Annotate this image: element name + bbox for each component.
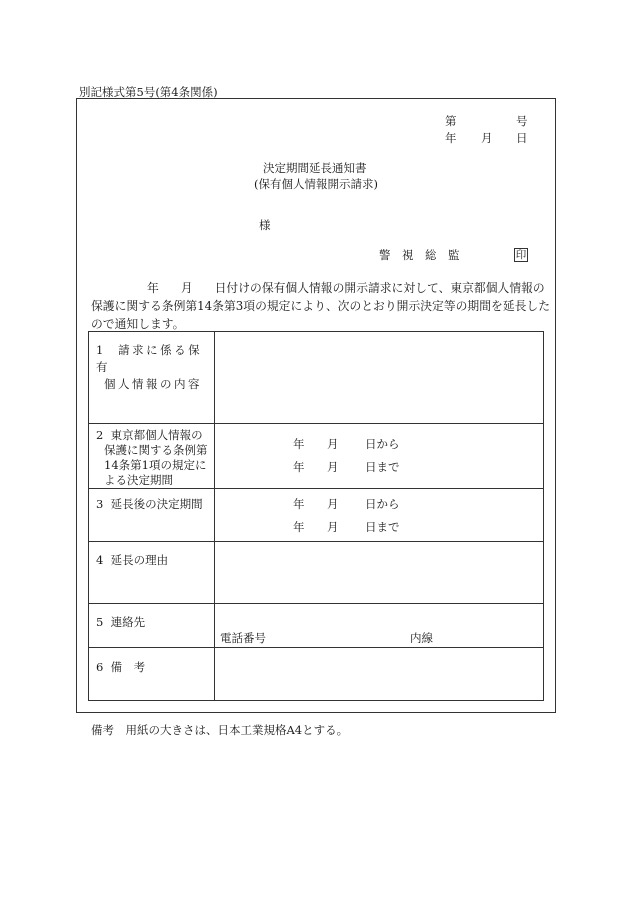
document-title: 決定期間延長通知書 — [263, 161, 367, 175]
row-label — [89, 424, 215, 489]
body-text: 日付けの保有個人情報の開示請求に対して、東京都個人情報の保護に関する条例第14条第3項の規定により、次のとおり開示決定等の期間を延長したので通知します。 — [91, 281, 551, 331]
issuer-name: 警 視 総 監 — [379, 248, 460, 262]
seal-stamp: 印 — [515, 249, 527, 261]
period-from: 年 月 日から — [293, 437, 400, 451]
row-number: 5 — [96, 615, 104, 629]
body-month: 月 — [180, 281, 193, 295]
extension-reason-cell[interactable] — [215, 542, 544, 604]
row-number: 2 — [96, 428, 104, 442]
phone-label: 電話番号 — [220, 631, 266, 645]
request-content-cell[interactable] — [215, 332, 544, 424]
date-month: 月 — [481, 131, 493, 145]
row-label-line: 延長の理由 — [110, 553, 169, 567]
number-prefix: 第 — [445, 114, 457, 128]
body-paragraph — [91, 279, 551, 333]
row-label — [89, 542, 215, 604]
number-suffix: 号 — [516, 114, 528, 128]
row-label-line: 個人情報の内容 — [104, 377, 202, 391]
contact-cell[interactable] — [215, 604, 544, 648]
row-label-line: 請求に係る保有 — [96, 343, 203, 374]
row-label — [89, 648, 215, 701]
details-table — [88, 331, 544, 701]
row-label — [89, 604, 215, 648]
row-label-line: 東京都個人情報の — [110, 428, 203, 442]
period-from: 年 月 日から — [293, 497, 400, 511]
addressee-honorific: 様 — [259, 218, 271, 232]
document-subtitle: (保有個人情報開示請求) — [254, 177, 378, 191]
row-label-line: 備 考 — [110, 660, 146, 674]
row-label-line: 延長後の決定期間 — [110, 497, 203, 511]
row-number: 3 — [96, 497, 104, 511]
period-to: 年 月 日まで — [293, 460, 400, 474]
extended-period-cell[interactable] — [215, 489, 544, 542]
body-year: 年 — [147, 281, 159, 295]
row-label — [89, 332, 215, 424]
row-number: 6 — [96, 660, 104, 674]
table-row — [89, 648, 544, 701]
row-label-line: 保護に関する条例第 — [104, 443, 208, 457]
remarks-cell[interactable] — [215, 648, 544, 701]
original-period-cell[interactable] — [215, 424, 544, 489]
footnote: 備考 用紙の大きさは、日本工業規格A4とする。 — [91, 723, 349, 737]
row-label — [89, 489, 215, 542]
row-number: 1 — [96, 343, 106, 357]
period-to: 年 月 日まで — [293, 520, 400, 534]
table-row — [89, 542, 544, 604]
date-year: 年 — [445, 131, 457, 145]
row-number: 4 — [96, 553, 104, 567]
date-day: 日 — [516, 131, 528, 145]
table-row — [89, 424, 544, 489]
extension-label: 内線 — [410, 631, 433, 645]
table-row — [89, 489, 544, 542]
row-label-line: 連絡先 — [110, 615, 146, 629]
form-label: 別記様式第5号(第4条関係) — [79, 85, 218, 99]
table-row — [89, 332, 544, 424]
row-label-line: よる決定期間 — [104, 473, 173, 487]
row-label-line: 14条第1項の規定に — [104, 458, 207, 472]
table-row — [89, 604, 544, 648]
